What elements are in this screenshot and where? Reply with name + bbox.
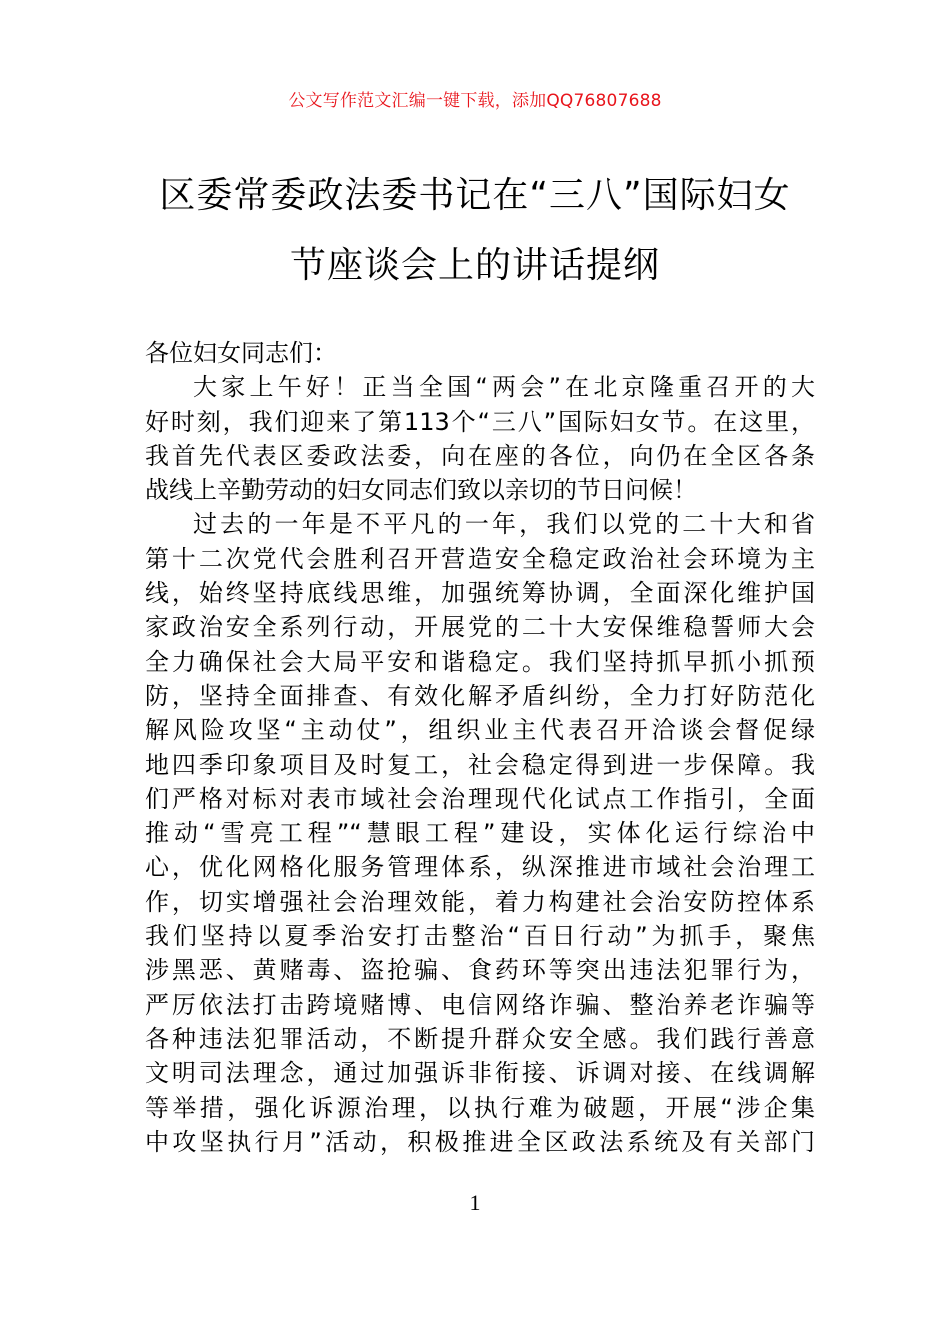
paragraph-2-line: 线，始终坚持底线思维，加强统筹协调，全面深化维护国: [145, 579, 815, 608]
paragraph-2-line: 解风险攻坚“主动仗”，组织业主代表召开洽谈会督促绿: [145, 716, 815, 745]
paragraph-1-line: 我首先代表区委政法委，向在座的各位，向仍在全区各条: [145, 441, 815, 470]
paragraph-2-line: 推动“雪亮工程”“慧眼工程”建设，实体化运行综治中: [145, 819, 815, 848]
paragraph-2-line: 地四季印象项目及时复工，社会稳定得到进一步保障。我: [145, 750, 815, 779]
paragraph-2-line: 们严格对标对表市域社会治理现代化试点工作指引，全面: [145, 784, 815, 813]
paragraph-2-line: 我们坚持以夏季治安打击整治“百日行动”为抓手，聚焦: [145, 922, 815, 951]
paragraph-2-line: 文明司法理念，通过加强诉非衔接、诉调对接、在线调解: [145, 1059, 815, 1088]
document-body: [145, 336, 815, 1159]
paragraph-2-line: 各种违法犯罪活动，不断提升群众安全感。我们践行善意: [145, 1024, 815, 1053]
paragraph-1-line: 好时刻，我们迎来了第113个“三八”国际妇女节。在这里，: [145, 407, 815, 436]
page-number: 1: [469, 1190, 481, 1215]
download-banner: 公文写作范文汇编一键下载，添加QQ76807688: [288, 91, 662, 111]
page-title-line-2: 节座谈会上的讲话提纲: [289, 245, 660, 286]
paragraph-2-line: 防，坚持全面排查、有效化解矛盾纠纷，全力打好防范化: [145, 681, 815, 710]
salutation: 各位妇女同志们：: [145, 339, 337, 367]
paragraph-2-line: 严厉依法打击跨境赌博、电信网络诈骗、整治养老诈骗等: [145, 990, 815, 1019]
paragraph-2-line: 全力确保社会大局平安和谐稳定。我们坚持抓早抓小抓预: [145, 647, 815, 676]
paragraph-2-line: 涉黑恶、黄赌毒、盗抢骗、食药环等突出违法犯罪行为，: [145, 956, 815, 985]
paragraph-2-line: 中攻坚执行月”活动，积极推进全区政法系统及有关部门: [145, 1127, 815, 1156]
paragraph-2-line: 过去的一年是不平凡的一年，我们以党的二十大和省: [193, 510, 815, 539]
paragraph-2-line: 第十二次党代会胜利召开营造安全稳定政治社会环境为主: [145, 544, 815, 573]
page-title-line-1: 区委常委政法委书记在“三八”国际妇女: [159, 175, 791, 216]
paragraph-1-line: 战线上辛勤劳动的妇女同志们致以亲切的节日问候！: [145, 476, 697, 505]
paragraph-1-line: 大家上午好！正当全国“两会”在北京隆重召开的大: [193, 373, 815, 402]
paragraph-2-line: 等举措，强化诉源治理，以执行难为破题，开展“涉企集: [145, 1093, 815, 1122]
paragraph-2-line: 家政治安全系列行动，开展党的二十大安保维稳誓师大会: [145, 613, 815, 642]
paragraph-2-line: 作，切实增强社会治理效能，着力构建社会治安防控体系: [145, 887, 815, 916]
paragraph-2-line: 心，优化网格化服务管理体系，纵深推进市域社会治理工: [145, 853, 815, 882]
